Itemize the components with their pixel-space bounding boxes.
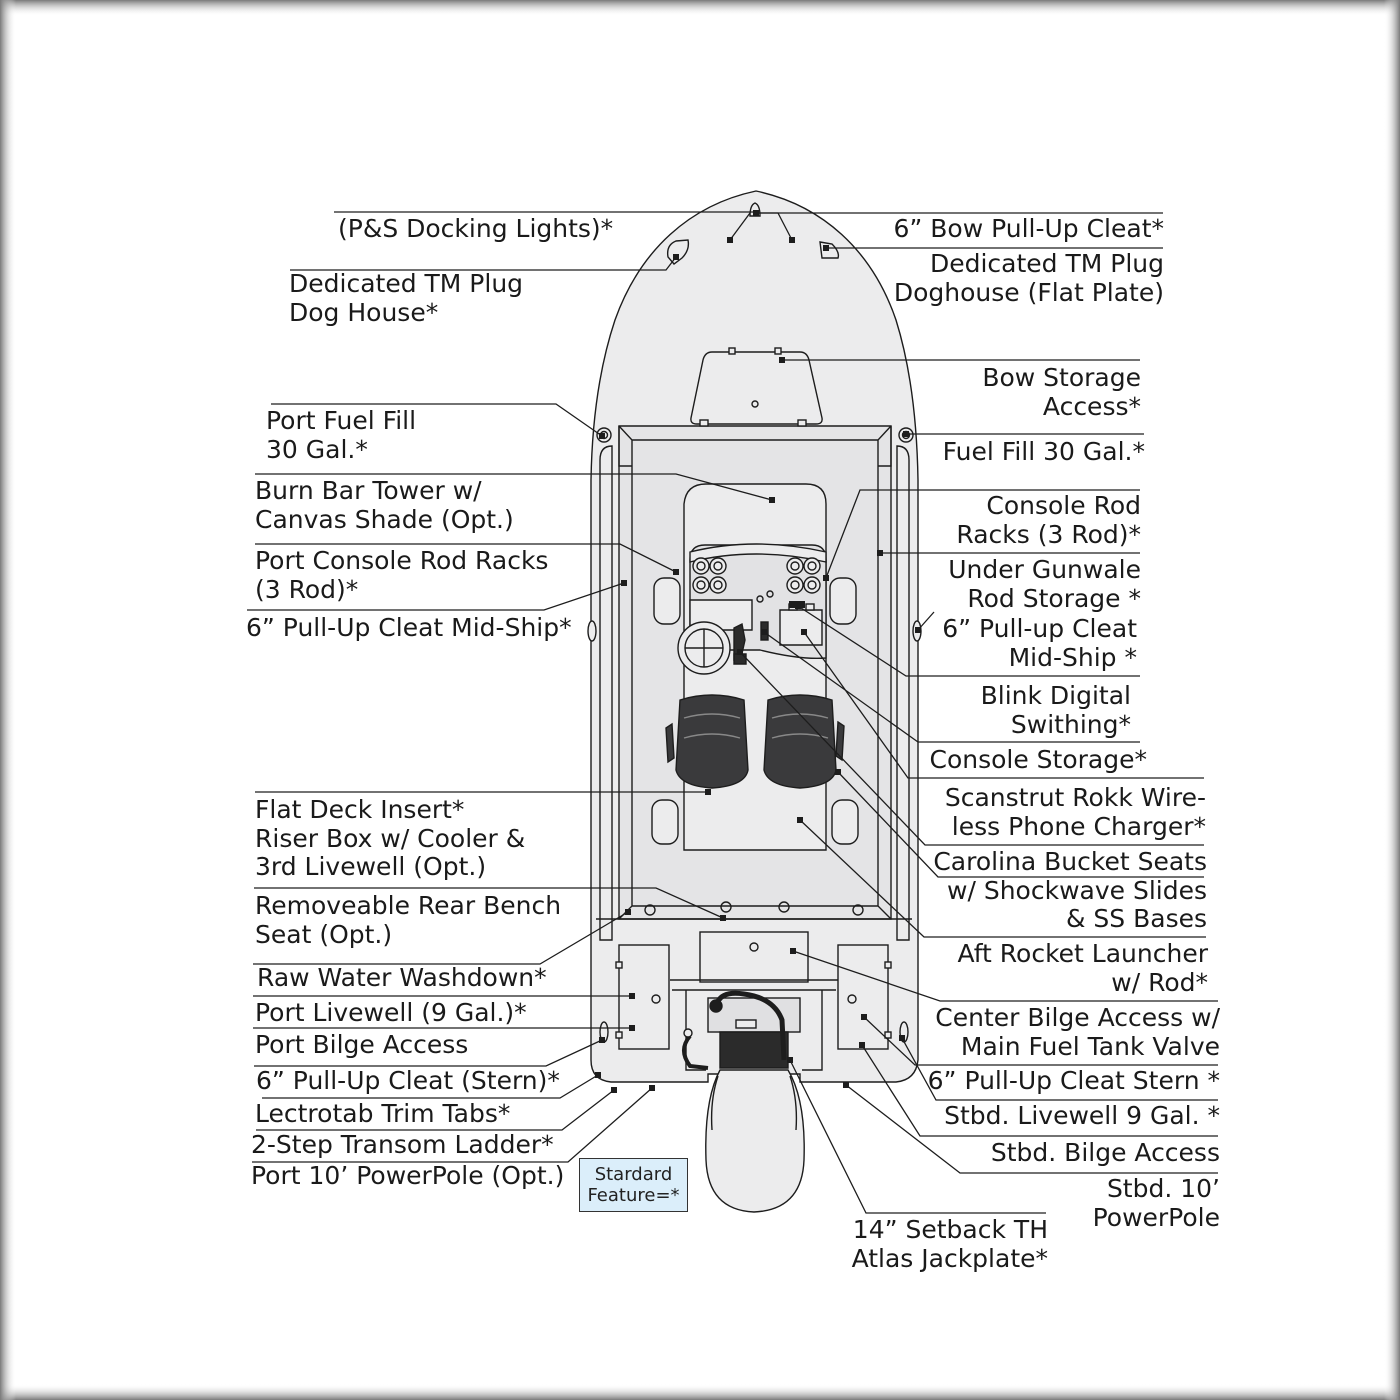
label-line: 3rd Livewell (Opt.) (255, 852, 487, 881)
label-line: Seat (Opt.) (255, 919, 393, 949)
bow-hatch (691, 352, 822, 424)
label-under-gunwale (948, 556, 1141, 613)
cushion-stbd-aft (832, 800, 858, 844)
label-line: Flat Deck Insert* (255, 795, 465, 824)
label-flat-deck-insert (255, 796, 525, 882)
label-line: 2-Step Transom Ladder* (251, 1130, 554, 1159)
label-port-bilge (255, 1031, 468, 1060)
label-line: Port Livewell (9 Gal.)* (255, 998, 527, 1027)
label-line: Bow Storage (982, 363, 1141, 392)
label-stbd-powerpole (1093, 1175, 1220, 1232)
label-line: Stbd. 10’ (1106, 1174, 1220, 1203)
label-aft-rocket-launcher (957, 940, 1208, 997)
bucket-seat-stbd (764, 695, 844, 788)
label-fuel-fill (943, 438, 1145, 467)
label-line: (3 Rod)* (255, 574, 359, 604)
label-line: Port 10’ PowerPole (Opt.) (251, 1161, 565, 1190)
label-line: Racks (3 Rod)* (956, 519, 1141, 549)
label-line: & SS Bases (1065, 904, 1207, 933)
label-line: 6” Pull-Up Cleat Stern * (927, 1066, 1220, 1095)
label-line: Carolina Bucket Seats (933, 847, 1207, 876)
label-blink-digital (981, 682, 1131, 739)
port-midship-cleat (588, 621, 596, 641)
label-line: Raw Water Washdown* (257, 963, 547, 992)
standard-feature-legend (579, 1158, 688, 1212)
legend-line: Stardard (594, 1164, 673, 1185)
label-stbd-livewell (944, 1102, 1220, 1131)
label-burn-bar-tower (255, 477, 514, 534)
label-line: Port Console Rod Racks (255, 546, 549, 575)
label-line: Center Bilge Access w/ (935, 1003, 1220, 1032)
label-line: Dedicated TM Plug (929, 249, 1164, 278)
label-port-fuel-fill (266, 407, 416, 464)
label-port-stern-cleat (256, 1067, 560, 1096)
label-line: (P&S Docking Lights)* (338, 214, 614, 243)
label-carolina-seats (933, 848, 1207, 934)
label-line: 14” Setback TH (852, 1215, 1048, 1244)
label-line: Burn Bar Tower w/ (255, 476, 482, 505)
label-tm-plug-port (289, 270, 523, 327)
label-stbd-bilge (991, 1139, 1220, 1168)
label-port-midship-cleat (246, 614, 572, 643)
label-line: Scanstrut Rokk Wire- (944, 783, 1206, 812)
label-line: 30 Gal.* (266, 434, 368, 464)
label-line: Removeable Rear Bench (255, 891, 562, 920)
label-line: Access* (1042, 391, 1141, 421)
label-console-storage (929, 746, 1147, 775)
label-center-bilge (935, 1004, 1220, 1061)
label-line: Canvas Shade (Opt.) (255, 504, 514, 534)
label-port-powerpole (251, 1162, 564, 1191)
label-line: Stbd. Bilge Access (990, 1138, 1220, 1167)
label-line: 6” Bow Pull-Up Cleat* (893, 214, 1164, 243)
label-line: Console Storage* (929, 745, 1147, 774)
console-panel-right (780, 610, 822, 645)
label-line: Lectrotab Trim Tabs* (255, 1099, 511, 1128)
label-line: Doghouse (Flat Plate) (893, 277, 1164, 307)
label-line: w/ Rod* (1111, 967, 1208, 997)
label-line: 6” Pull-Up Cleat (Stern)* (256, 1066, 560, 1095)
label-line: Riser Box w/ Cooler & (255, 823, 526, 853)
cushion-port-aft (652, 800, 678, 844)
label-scanstrut (945, 784, 1206, 841)
label-bow-storage (982, 364, 1141, 421)
label-line: Console Rod (986, 491, 1141, 520)
label-line: Dedicated TM Plug (289, 269, 524, 298)
label-transom-ladder (251, 1131, 554, 1160)
legend-line: Feature=* (587, 1185, 680, 1206)
label-line: Main Fuel Tank Valve (960, 1031, 1220, 1061)
label-line: Blink Digital (980, 681, 1131, 710)
cushion-port-fwd (654, 578, 680, 624)
label-line: less Phone Charger* (951, 811, 1206, 841)
outboard-engine (706, 1070, 804, 1212)
label-line: PowerPole (1092, 1202, 1220, 1232)
label-line: Aft Rocket Launcher (957, 939, 1208, 968)
label-rear-bench (255, 892, 561, 949)
label-line: Swithing* (1010, 709, 1131, 739)
label-port-livewell (255, 999, 527, 1028)
label-line: Rod Storage * (967, 583, 1141, 613)
cushion-stbd-fwd (830, 578, 856, 624)
label-line: Atlas Jackplate* (851, 1243, 1048, 1273)
label-stbd-stern-cleat (928, 1067, 1220, 1096)
label-line: Dog House* (289, 297, 439, 327)
label-line: Fuel Fill 30 Gal.* (942, 437, 1145, 466)
label-line: 6” Pull-Up Cleat Mid-Ship* (246, 613, 572, 642)
label-line: Port Fuel Fill (266, 406, 417, 435)
label-tm-plug-flat (894, 250, 1164, 307)
label-port-console-rod-racks (255, 547, 548, 604)
port-livewell-hatch (619, 945, 669, 1049)
center-bilge-hatch (700, 932, 808, 982)
label-line: Under Gunwale (948, 555, 1141, 584)
label-trim-tabs (255, 1100, 510, 1129)
label-docking-lights (338, 215, 613, 244)
label-stbd-midship-cleat (942, 615, 1137, 672)
label-line: Port Bilge Access (255, 1030, 469, 1059)
label-line: Mid-Ship * (1008, 642, 1137, 672)
label-line: w/ Shockwave Slides (947, 875, 1207, 905)
label-line: Stbd. Livewell 9 Gal. * (944, 1101, 1220, 1130)
label-line: 6” Pull-up Cleat (942, 614, 1137, 643)
label-console-rod-racks (956, 492, 1141, 549)
label-raw-water-washdown (257, 964, 547, 993)
label-jackplate (852, 1216, 1048, 1273)
label-bow-cleat (893, 215, 1164, 244)
